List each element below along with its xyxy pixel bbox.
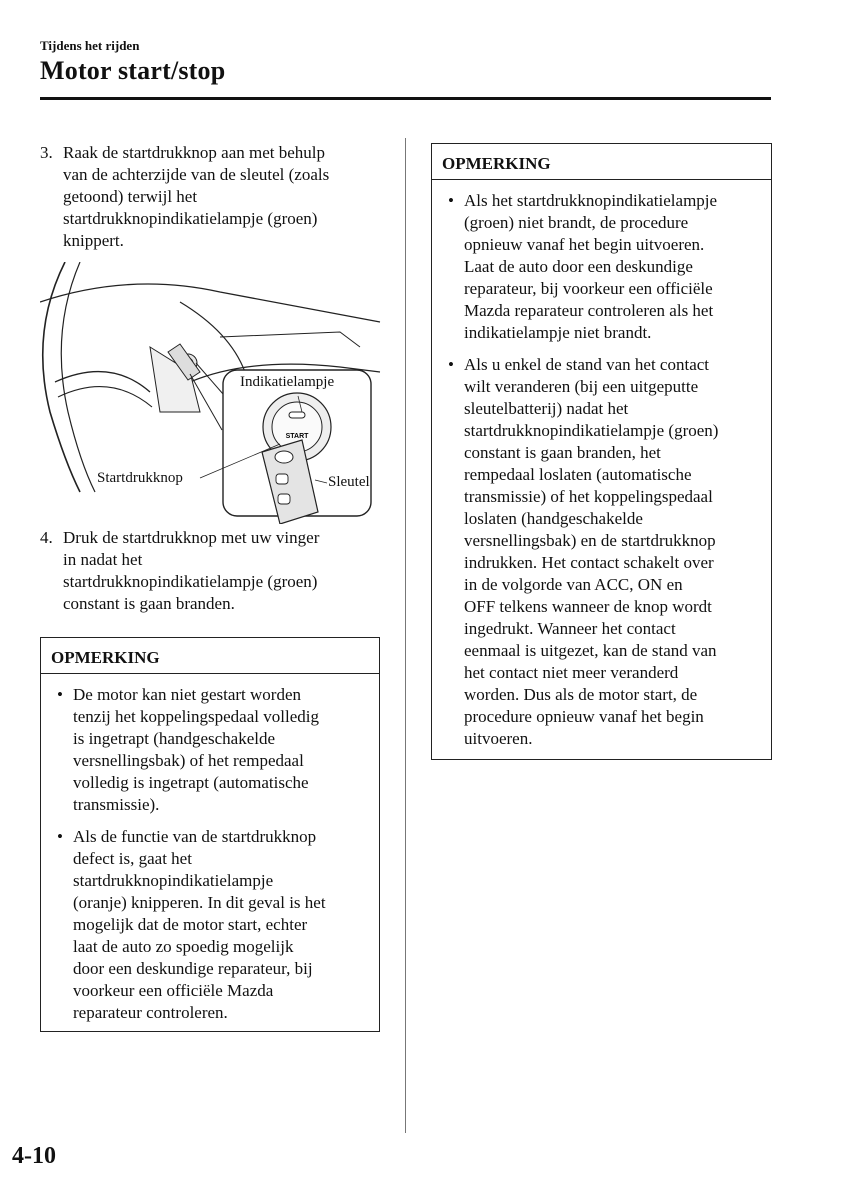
note-item: [442, 354, 761, 750]
note-heading: OPMERKING: [432, 144, 771, 180]
note-line: sleutelbatterij) nadat het: [464, 399, 629, 418]
note-line: loslaten (handgeschakelde: [464, 509, 643, 528]
note-line: defect is, gaat het: [73, 849, 192, 868]
step-line: constant is gaan branden.: [63, 594, 235, 613]
title-rule: [40, 97, 771, 100]
note-line: door een deskundige reparateur, bij: [73, 959, 313, 978]
note-line: OFF telkens wanneer de knop wordt: [464, 597, 712, 616]
column-divider: [405, 138, 406, 1133]
note-line: startdrukknopindikatielampje: [73, 871, 274, 890]
step-text: [63, 527, 385, 615]
note-line: ingedrukt. Wanneer het contact: [464, 619, 676, 638]
note-box-right: [431, 143, 772, 760]
note-line: tenzij het koppelingspedaal volledig: [73, 707, 319, 726]
note-line: startdrukknopindikatielampje (groen): [464, 421, 719, 440]
note-line: indrukken. Het contact schakelt over: [464, 553, 714, 572]
section-label: Tijdens het rijden: [40, 38, 140, 53]
note-list: [41, 674, 379, 1032]
step-3: [40, 142, 385, 252]
step-line: in nadat het: [63, 550, 143, 569]
note-list: [432, 180, 771, 758]
note-line: transmissie).: [73, 795, 160, 814]
note-line: Mazda reparateur controleren als het: [464, 301, 714, 320]
step-line: van de achterzijde van de sleutel (zoals: [63, 165, 330, 184]
note-line: De motor kan niet gestart worden: [73, 685, 302, 704]
step-number: 3.: [40, 143, 53, 162]
note-line: reparateur controleren.: [73, 1003, 228, 1022]
note-line: procedure opnieuw vanaf het begin: [464, 707, 704, 726]
note-line: voorkeur een officiële Mazda: [73, 981, 274, 1000]
label-key: Sleutel: [328, 474, 370, 490]
note-line: versnellingsbak) of het rempedaal: [73, 751, 304, 770]
note-line: Als het startdrukknopindikatielampje: [464, 191, 718, 210]
note-line: constant is gaan branden, het: [464, 443, 661, 462]
page-number: 4-10: [12, 1143, 56, 1169]
step-text: [63, 142, 385, 252]
note-line: mogelijk dat de motor start, echter: [73, 915, 308, 934]
note-line: het contact niet meer veranderd: [464, 663, 679, 682]
step-line: Raak de startdrukknop aan met behulp: [63, 143, 326, 162]
label-start-button: Startdrukknop: [97, 470, 183, 486]
note-line: laat de auto zo spoedig mogelijk: [73, 937, 294, 956]
note-line: (oranje) knipperen. In dit geval is het: [73, 893, 326, 912]
step-line: Druk de startdrukknop met uw vinger: [63, 528, 320, 547]
note-line: Als u enkel de stand van het contact: [464, 355, 710, 374]
page-title: Motor start/stop: [40, 56, 226, 85]
step-line: knippert.: [63, 231, 124, 250]
note-line: rempedaal loslaten (automatische: [464, 465, 692, 484]
note-line: Laat de auto door een deskundige: [464, 257, 693, 276]
note-line: worden. Dus als de motor start, de: [464, 685, 698, 704]
note-line: reparateur, bij voorkeur een officiële: [464, 279, 713, 298]
button-text: START: [285, 433, 309, 440]
note-line: indikatielampje niet brandt.: [464, 323, 652, 342]
note-item: [51, 826, 369, 1024]
note-line: versnellingsbak) en de startdrukknop: [464, 531, 716, 550]
note-line: opnieuw vanaf het begin uitvoeren.: [464, 235, 705, 254]
figure-start-button: [40, 262, 385, 524]
note-heading: OPMERKING: [41, 638, 379, 674]
step-line: getoond) terwijl het: [63, 187, 198, 206]
note-line: is ingetrapt (handgeschakelde: [73, 729, 276, 748]
note-line: transmissie) of het koppelingspedaal: [464, 487, 713, 506]
bullet-icon: •: [57, 685, 63, 704]
note-line: volledig is ingetrapt (automatische: [73, 773, 309, 792]
note-line: eenmaal is uitgezet, kan de stand van: [464, 641, 717, 660]
note-box-left: [40, 637, 380, 1032]
label-indicator: Indikatielampje: [240, 374, 335, 390]
step-4: [40, 527, 385, 615]
step-number: 4.: [40, 528, 53, 547]
note-item: [442, 190, 761, 344]
bullet-icon: •: [448, 355, 454, 374]
note-line: (groen) niet brandt, de procedure: [464, 213, 689, 232]
note-line: Als de functie van de startdrukknop: [73, 827, 317, 846]
step-line: startdrukknopindikatielampje (groen): [63, 572, 318, 591]
step-line: startdrukknopindikatielampje (groen): [63, 209, 318, 228]
note-line: in de volgorde van ACC, ON en: [464, 575, 683, 594]
bullet-icon: •: [448, 191, 454, 210]
note-item: [51, 684, 369, 816]
note-line: wilt veranderen (bij een uitgeputte: [464, 377, 699, 396]
bullet-icon: •: [57, 827, 63, 846]
note-line: uitvoeren.: [464, 729, 533, 748]
